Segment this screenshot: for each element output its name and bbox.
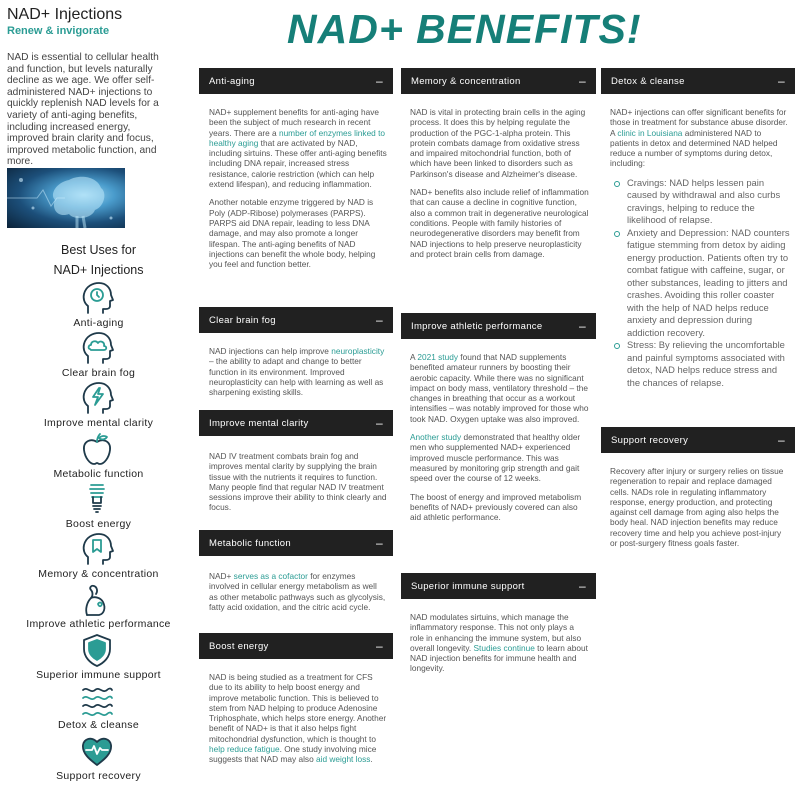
list-item: Cravings: NAD helps lessen pain caused by withdrawal and also curbs cravings, helping to reduce the likelihood of relapse. (610, 177, 790, 227)
paragraph-text: NAD+ injections can offer significant benefits for those in treatment for substance abuse disorder. A (610, 107, 788, 138)
use-label: Improve mental clarity (43, 417, 154, 429)
accordion-body-immune (410, 612, 590, 682)
paragraph-text: NAD modulates sirtuins, which manage the inflammatory response. This not only plays a role in enhancing the immune system, but also overall longevity. (410, 612, 582, 653)
accordion-title: Memory & concentration (411, 75, 521, 87)
link-another-study[interactable]: Another study (410, 432, 462, 443)
sidebar-subtitle: Renew & invigorate (7, 25, 110, 37)
accordion-header-detox[interactable] (601, 68, 795, 94)
accordion-header-memory[interactable] (401, 68, 596, 94)
paragraph-text: The boost of energy and improved metabolism benefits of NAD+ previously covered can also aid athletic performance. (410, 491, 582, 523)
accordion-body-recovery (610, 466, 790, 556)
accordion-body-detox (610, 107, 790, 389)
use-label: Anti-aging (73, 317, 124, 329)
heart-pulse-icon (79, 733, 115, 769)
paragraph-text: NAD IV treatment combats brain fog and improves mental clarity by supplying the brain tissue with the nutrients it requires to function. Many people find that regular NAD IV treatment sessions improve their ability to think clearly and focus. (209, 451, 387, 513)
list-item: Stress: By relieving the uncomfortable and painful symptoms associated with detox, NAD helps reduce stress and the chances of relapse. (610, 339, 790, 389)
shield-icon (79, 632, 115, 668)
use-label: Support recovery (56, 770, 141, 782)
list-item: Anxiety and Depression: NAD counters fatigue stemming from detox by aiding energy production. Patients often try to combat fatigue with caffeine, sugar, or other substances, leading to jitters and crashes. Avoiding this roller coaster with the help of NAD helps reduce anxiety and depression during addiction recovery. (610, 227, 790, 340)
paragraph-text: A (410, 352, 418, 362)
accordion-header-immune[interactable] (401, 573, 596, 599)
accordion-header-anti-aging[interactable] (199, 68, 393, 94)
paragraph-text: NAD injections can help improve (209, 346, 332, 356)
accordion-body-memory (410, 107, 590, 267)
accordion-title: Improve athletic performance (411, 320, 543, 332)
use-label: Clear brain fog (61, 367, 136, 379)
accordion-title: Metabolic function (209, 537, 291, 549)
best-uses-heading-line2: NAD+ Injections (53, 263, 144, 277)
accordion-body-metabolic-function (209, 571, 387, 620)
link-reduce-fatigue[interactable]: help reduce fatigue (209, 744, 280, 755)
collapse-icon[interactable]: – (376, 416, 383, 430)
accordion-title: Detox & cleanse (611, 75, 685, 87)
use-label: Metabolic function (53, 468, 144, 480)
paragraph-text: to learn about NAD injection benefits for immune health and longevity. (410, 642, 588, 674)
accordion-body-clear-brain-fog (209, 346, 387, 405)
lightbulb-icon (79, 481, 115, 517)
apple-icon (79, 431, 115, 467)
paragraph-text: demonstrated that healthy older men who supplemented NAD+ experienced improved muscle performance. This was measured by monitoring grip strength and gait speed over the course of 12 weeks. (410, 432, 581, 484)
brain-scan-image (7, 168, 125, 228)
waves-icon (79, 683, 115, 719)
link-cofactor[interactable]: serves as a cofactor (233, 571, 308, 581)
use-label: Memory & concentration (38, 568, 159, 580)
paragraph-text: NAD+ benefits also include relief of inflammation that can cause a decline in cognitive function, also a common trait in degenerative neurological conditions. People with family histories of neurodegenerative disorders may benefit from NAD injections to help preserve neuroplasticity and protect brain cells from damage. (410, 187, 589, 259)
accordion-header-clear-brain-fog[interactable] (199, 307, 393, 333)
sidebar (0, 0, 197, 795)
link-neuroplasticity[interactable]: neuroplasticity (331, 346, 385, 356)
sidebar-title: NAD+ Injections (7, 6, 123, 23)
use-label: Boost energy (65, 518, 132, 530)
accordion-title: Improve mental clarity (209, 417, 309, 429)
collapse-icon[interactable]: – (376, 74, 383, 88)
collapse-icon[interactable]: – (579, 579, 586, 593)
paragraph-text: Recovery after injury or surgery relies on tissue regeneration to repair and replace damaged cells. NADs role in regulating inflammatory response, energy production, and protecting against cell damage from aging also helps the body heal. NAD injection benefits may reduce recovery time and help you achieve post-injury or post-surgery fitness goals faster. (610, 466, 784, 549)
flexed-arm-icon (79, 582, 115, 618)
accordion-body-boost-energy (209, 672, 387, 773)
use-label: Superior immune support (36, 669, 161, 681)
paragraph-text: NAD+ supplement benefits for anti-aging have been the subject of much research in recent years. There are a (209, 107, 379, 138)
link-weight-loss[interactable]: aid weight loss (316, 754, 371, 765)
paragraph-text: found that NAD supplements benefited amateur runners by boosting their aerobic capacity. While there was no significant impact on body mass, ventilatory threshold – the changes in breathing that occur as a workout intensifies – was notably improved for those who took NAD. Oxygen uptake was also improved. (410, 352, 589, 424)
accordion-header-metabolic-function[interactable] (199, 530, 393, 556)
brain-cloud-icon (79, 330, 115, 366)
accordion-header-mental-clarity[interactable] (199, 410, 393, 436)
paragraph-text: NAD is being studied as a treatment for CFS due to its ability to help boost energy and improve metabolic function. This is believed to stem from NAD helping to produce Adenosine Triphosphate, which helps store energy. Another benefit of NAD+ is that it also helps fight mitochondrial dysfunction, which is thought to (209, 672, 387, 744)
best-uses-heading (0, 240, 197, 280)
accordion-body-anti-aging (209, 107, 387, 277)
collapse-icon[interactable]: – (376, 536, 383, 550)
link-2021-study[interactable]: 2021 study (417, 352, 458, 362)
accordion-title: Superior immune support (411, 580, 525, 592)
paragraph-text: . (370, 754, 373, 765)
accordion-title: Anti-aging (209, 75, 255, 87)
paragraph-text: that are activated by NAD, including sirtuins. These offer anti-aging benefits including DNA repair, increased stress resistance, calorie restriction (which can help extend lifespan), and reducing inflammation. (209, 137, 387, 190)
link-studies-continue[interactable]: Studies continue (473, 642, 535, 653)
paragraph-text: administered NAD to patients in detox and determined NAD helped reduce a number of symptoms during detox, including: (610, 127, 778, 169)
link-clinic-louisiana[interactable]: clinic in Louisiana (617, 127, 683, 138)
paragraph-text: for enzymes involved in cellular energy metabolism as well as other metabolic pathways such as glycolysis, fatty acid oxidation, and the citric acid cycle. (209, 571, 386, 612)
main-title: NAD+ BENEFITS! (287, 6, 642, 52)
accordion-title: Support recovery (611, 434, 689, 446)
accordion-header-recovery[interactable] (601, 427, 795, 453)
paragraph-text: . One study involving mice suggests that NAD may also (209, 744, 377, 765)
accordion-title: Clear brain fog (209, 314, 276, 326)
collapse-icon[interactable]: – (579, 74, 586, 88)
paragraph-text: NAD+ (209, 571, 234, 581)
paragraph-text: – the ability to adapt and change to better function in its environment. Improved neuroplasticity can help with learning as well as sharpening existing skills. (209, 356, 384, 398)
accordion-title: Boost energy (209, 640, 269, 652)
paragraph-text: Another notable enzyme triggered by NAD is Poly (ADP-Ribose) polymerases (PARPS). PARPS aid DNA repair, leading to less DNA damage, and may also promote a longer lifespan. The anti-aging benefits of NAD injections can benefit the whole body, helping you feel and function better. (209, 197, 376, 270)
best-uses-heading-line1: Best Uses for (60, 243, 137, 257)
accordion-body-athletic (410, 352, 590, 530)
head-clock-icon (79, 280, 115, 316)
accordion-body-mental-clarity (209, 451, 387, 521)
collapse-icon[interactable]: – (778, 433, 785, 447)
accordion-header-boost-energy[interactable] (199, 633, 393, 659)
collapse-icon[interactable]: – (778, 74, 785, 88)
head-lightning-icon (79, 380, 115, 416)
collapse-icon[interactable]: – (376, 313, 383, 327)
collapse-icon[interactable]: – (579, 319, 586, 333)
use-label: Improve athletic performance (26, 618, 171, 630)
paragraph-text: NAD is vital in protecting brain cells in the aging process. It does this by helping regulate the production of the PGC-1-alpha protein. This protein combats damage from oxidative stress and impaired mitochondrial function, both of which have been linked to disorders such as Parkinson's disease and Alzheimer's disease. (410, 107, 586, 179)
accordion-header-athletic[interactable] (401, 313, 596, 339)
sidebar-intro: NAD is essential to cellular health and function, but levels naturally decline as we age. We offer self-administered NAD+ injections to quickly replenish NAD levels for a variety of anti-aging benefits, including increased energy, improved brain clarity and focus, improved metabolic function, and more. (7, 52, 159, 168)
link-enzymes-healthy-aging[interactable]: number of enzymes linked to healthy aging (209, 127, 386, 148)
head-bookmark-icon (79, 531, 115, 567)
collapse-icon[interactable]: – (376, 639, 383, 653)
detox-symptom-list (610, 177, 790, 390)
use-label: Detox & cleanse (58, 719, 139, 731)
